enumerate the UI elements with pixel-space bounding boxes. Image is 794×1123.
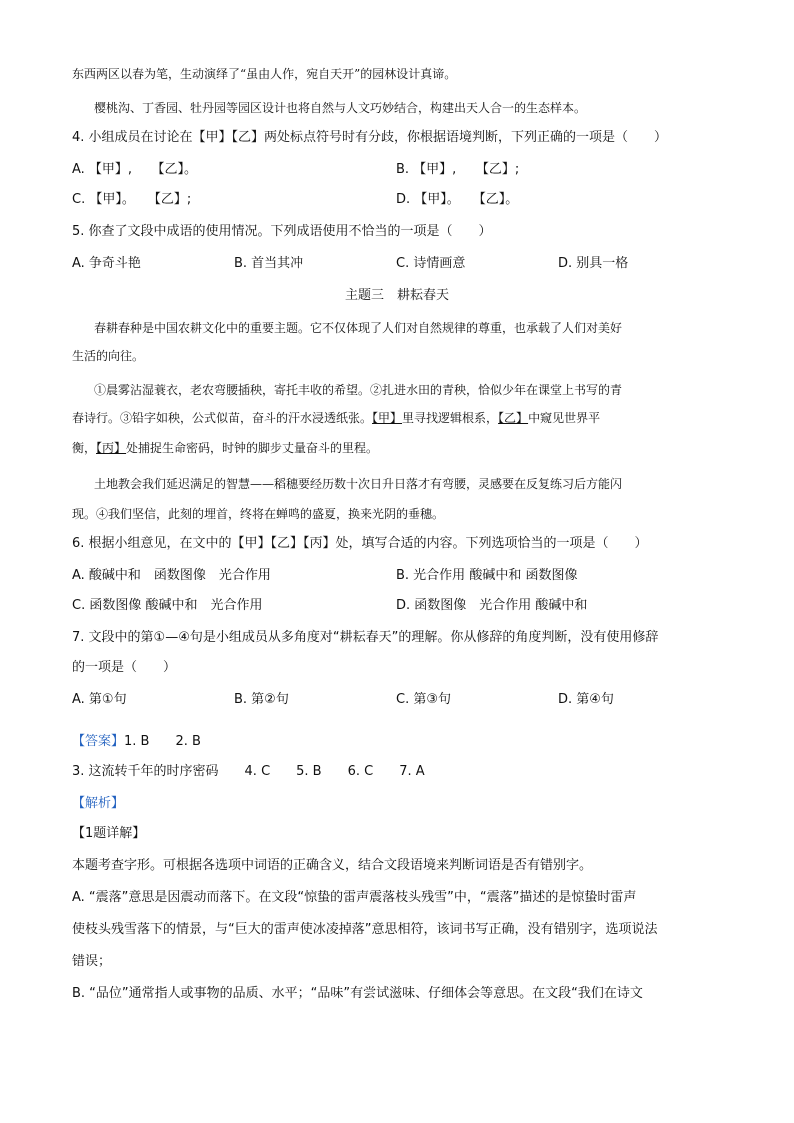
passage3-p3-line2: 现。④我们坚信，此刻的埋首，终将在蝉鸣的盛夏，换来光阴的垂穗。 xyxy=(72,507,445,521)
analysis-line2: A. “震落”意思是因震动而落下。在文段“惊蛰的雷声震落枝头残雪”中，“震落”描述的是惊蛰时雷声 xyxy=(72,890,637,905)
q4-option-c: C. 【甲】。 【乙】; xyxy=(72,192,192,207)
passage3-p2-line3 xyxy=(72,438,722,458)
answer-label: 【答案】 xyxy=(72,734,125,749)
analysis-label: 【解析】 xyxy=(72,796,125,811)
q4-option-d: D. 【甲】。 【乙】。 xyxy=(396,192,519,207)
passage3-text: 里寻找逻辑根系， xyxy=(402,411,499,425)
passage3-p3-line1: 土地教会我们延迟满足的智慧——稻穗要经历数十次日升日落才有弯腰，灵感要在反复练习后方能闪 xyxy=(94,477,623,491)
passage3-text: 春诗行。③铅字如秧，公式似苗，奋斗的汗水浸透纸张。 xyxy=(72,411,373,425)
passage3-p2-line2 xyxy=(72,408,722,428)
blank-jia: 【甲】 xyxy=(372,411,403,425)
q7-option-c: C. 第③句 xyxy=(396,692,451,707)
q4-stem: 4. 小组成员在讨论在【甲】【乙】两处标点符号时有分歧，你根据语境判断，下列正确的一项是（ ） xyxy=(72,130,668,145)
blank-bing: 【丙】 xyxy=(96,441,127,455)
answer-line1 xyxy=(72,732,722,752)
q6-option-c: C. 函数图像 酸碱中和 光合作用 xyxy=(72,598,263,613)
q4-option-a: A. 【甲】, 【乙】。 xyxy=(72,162,198,177)
q5-option-d: D. 别具一格 xyxy=(558,256,629,271)
blank-yi: 【乙】 xyxy=(498,411,529,425)
passage3-text: 中窥见世界平 xyxy=(528,411,601,425)
q4-option-b: B. 【甲】, 【乙】; xyxy=(396,162,520,177)
analysis-line1: 本题考查字形。可根据各选项中词语的正确含义，结合文段语境来判断词语是否有错别字。 xyxy=(72,858,593,873)
analysis-line5: B. “品位”通常指人或事物的品质、水平；“品味”有尝试滋味、仔细体会等意思。在文段“我们在诗文 xyxy=(72,986,643,1001)
passage3-p1-line1: 春耕春种是中国农耕文化中的重要主题。它不仅体现了人们对自然规律的尊重，也承载了人们对美好 xyxy=(94,321,623,335)
passage3-p1-line2: 生活的向往。 xyxy=(72,349,145,363)
passage3-text: 处捕捉生命密码，时钟的脚步丈量奋斗的里程。 xyxy=(126,441,379,455)
q7-option-b: B. 第②句 xyxy=(234,692,289,707)
q7-stem-line1: 7. 文段中的第①—④句是小组成员从多角度对“耕耘春天”的理解。你从修辞的角度判断，没有使用修辞 xyxy=(72,630,659,645)
answer-line2: 3. 这流转千年的时序密码 4. C 5. B 6. C 7. A xyxy=(72,764,425,779)
q7-stem-line2: 的一项是（ ） xyxy=(72,660,177,675)
q6-option-b: B. 光合作用 酸碱中和 函数图像 xyxy=(396,568,578,583)
passage2-line2: 樱桃沟、丁香园、牡丹园等园区设计也将自然与人文巧妙结合，构建出天人合一的生态样本。 xyxy=(94,101,587,115)
q6-stem: 6. 根据小组意见，在文中的【甲】【乙】【丙】处，填写合适的内容。下列选项恰当的一项是（ ） xyxy=(72,536,648,551)
q6-option-d: D. 函数图像 光合作用 酸碱中和 xyxy=(396,598,588,613)
q5-stem: 5. 你查了文段中成语的使用情况。下列成语使用不恰当的一项是（ ） xyxy=(72,224,492,239)
passage2-line1: 东西两区以春为笔，生动演绎了“虽由人作，宛自天开”的园林设计真谛。 xyxy=(72,67,457,81)
passage3-text: 衡， xyxy=(72,441,97,455)
analysis-line4: 错误； xyxy=(72,954,112,969)
q1-detail-label: 【1题详解】 xyxy=(72,826,146,841)
q5-option-a: A. 争奇斗艳 xyxy=(72,256,141,271)
analysis-line3: 使枝头残雪落下的情景，与“巨大的雷声使冰凌掉落”意思相符，该词书写正确，没有错别字，选项说法 xyxy=(72,922,658,937)
passage3-p2-line1: ①晨雾沾湿蓑衣，老农弯腰插秧，寄托丰收的希望。②扎进水田的青秧，恰似少年在课堂上书写的青 xyxy=(94,383,623,397)
q7-option-d: D. 第④句 xyxy=(558,692,614,707)
q7-option-a: A. 第①句 xyxy=(72,692,127,707)
theme-heading: 主题三 耕耘春天 xyxy=(344,288,449,303)
q6-option-a: A. 酸碱中和 函数图像 光合作用 xyxy=(72,568,271,583)
q5-option-c: C. 诗情画意 xyxy=(396,256,466,271)
answer-values: 1. B 2. B xyxy=(124,734,201,749)
q5-option-b: B. 首当其冲 xyxy=(234,256,304,271)
